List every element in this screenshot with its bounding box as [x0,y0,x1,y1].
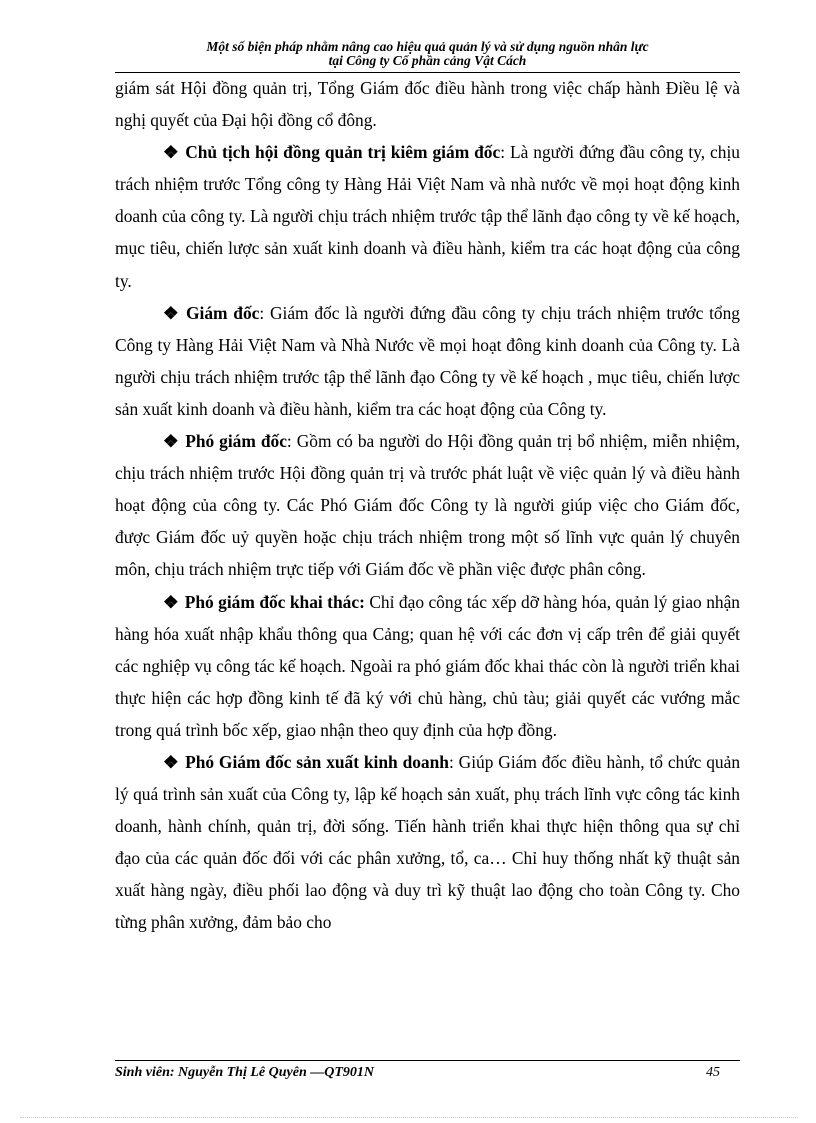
paragraph-text: : Là người đứng đầu công ty, chịu trách nhiệm trước Tổng công ty Hàng Hải Việt Nam và nhà nước về mọi hoạt động kinh doanh của công ty. Là người chịu trách nhiệm trước tập thể lãnh đạo công ty về kế hoạch, mục tiêu, chiến lược sản xuất kinh doanh và điều hành, kiểm tra các hoạt động của công ty. [115,142,740,291]
diamond-bullet-icon: ❖ [163,431,180,452]
paragraph-director [115,297,740,425]
term-heading: Chủ tịch hội đồng quản trị kiêm giám đốc [185,142,501,163]
page-number: 45 [706,1065,720,1080]
running-header [115,40,740,68]
paragraph-continuation [115,72,740,136]
paragraph-deputy-business [115,746,740,939]
header-title-line-1: Một số biện pháp nhằm nâng cao hiệu quả quản lý và sử dụng nguồn nhân lực [206,39,649,54]
term-heading: Phó Giám đốc sản xuất kinh doanh [185,751,449,772]
diamond-bullet-icon: ❖ [163,751,180,772]
page-bottom-dotted-line [20,1117,796,1118]
paragraph-deputy-operations [115,586,740,746]
term-heading: Phó giám đốc khai thác: [184,591,365,612]
paragraph-text: : Giám đốc là người đứng đầu công ty chịu trách nhiệm trước tổng Công ty Hàng Hải Việt Nam và Nhà Nước về mọi hoạt đông kinh doanh của Công ty. Là người chịu trách nhiệm trước tập thể lãnh đạo Công ty về kế hoạch , mục tiêu, chiến lược sản xuất kinh doanh và điều hành, kiểm tra các hoạt động của Công ty. [115,302,740,419]
paragraph-text: giám sát Hội đồng quản trị, Tổng Giám đốc điều hành trong việc chấp hành Điều lệ và nghị quyết của Đại hội đồng cổ đông. [115,78,740,131]
diamond-bullet-icon: ❖ [163,302,180,323]
paragraph-text: Chỉ đạo công tác xếp dỡ hàng hóa, quản lý giao nhận hàng hóa xuất nhập khẩu thông qua Cảng; quan hệ với các đơn vị cấp trên để giải quyết các nghiệp vụ công tác kế hoạch. Ngoài ra phó giám đốc khai thác còn là người triển khai thực hiện các hợp đồng kinh tế đã ký với chủ hàng, chủ tàu; giải quyết các vướng mắc trong quá trình bốc xếp, giao nhận theo quy định của hợp đồng. [115,591,740,740]
paragraph-text: : Giúp Giám đốc điều hành, tổ chức quản lý quá trình sản xuất của Công ty, lập kế hoạch sản xuất, phụ trách lĩnh vực công tác kinh doanh, hành chính, quản trị, đời sống. Tiến hành triển khai thực hiện thông qua sự chỉ đạo của các quản đốc đối với các phân xưởng, tổ, ca… Chỉ huy thống nhất kỹ thuật sản xuất hàng ngày, điều phối lao động và duy trì kỹ thuật lao động cho toàn Công ty. Cho từng phân xưởng, đảm bảo cho [115,751,741,933]
paragraph-chairman [115,136,740,296]
footer-rule [115,1060,740,1061]
paragraph-text: : Gồm có ba người do Hội đồng quản trị bổ nhiệm, miễn nhiệm, chịu trách nhiệm trước Hội đồng quản trị và trước phát luật về việc quản lý và điều hành hoạt động của công ty. Các Phó Giám đốc Công ty là người giúp việc cho Giám đốc, được Giám đốc uỷ quyền hoặc chịu trách nhiệm trong một số lĩnh vực quản lý chuyên môn, chịu trách nhiệm trực tiếp với Giám đốc về phần việc được phân công. [115,431,740,580]
term-heading: Phó giám đốc [185,431,287,452]
term-heading: Giám đốc [186,302,260,323]
footer-student-name: Sinh viên: Nguyễn Thị Lê Quyên —QT901N [115,1065,374,1080]
body-text [115,72,740,939]
paragraph-deputy-director [115,425,740,585]
diamond-bullet-icon: ❖ [163,591,179,612]
diamond-bullet-icon: ❖ [163,142,180,163]
header-title-line-2: tại Công ty Cổ phần cảng Vật Cách [328,53,527,68]
